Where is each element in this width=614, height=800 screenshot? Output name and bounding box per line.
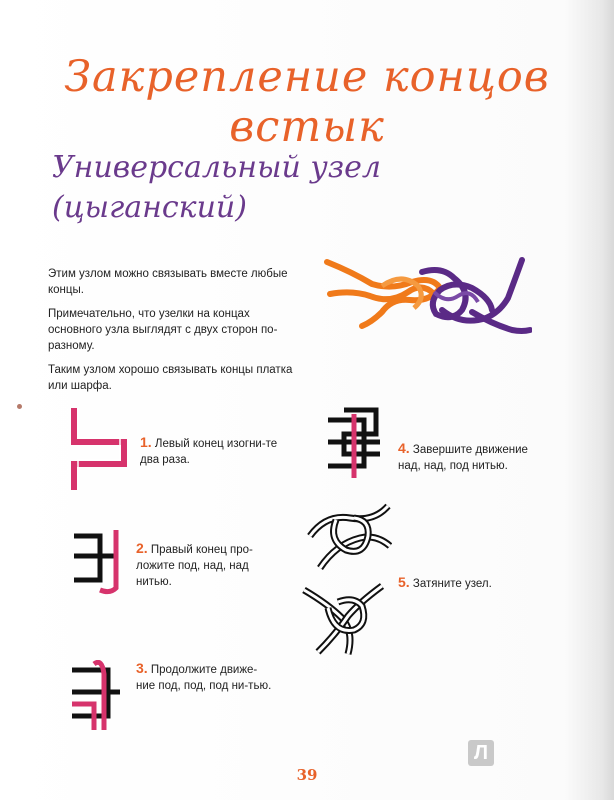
step3-diagram-icon (68, 660, 128, 736)
step-1 (140, 434, 280, 468)
step-1-text: Левый конец изогни-те два раза. (140, 438, 278, 466)
step-5 (398, 574, 548, 592)
section-title-line2: (цыганский) (52, 190, 247, 225)
publisher-logo-icon: Л (468, 740, 494, 766)
step-5-text: Затяните узел. (412, 578, 492, 590)
step4-diagram-icon (324, 406, 386, 482)
step-3 (136, 660, 276, 694)
step-5-number: 5. (398, 574, 410, 590)
step-4-number: 4. (398, 440, 410, 456)
step-2-number: 2. (136, 540, 148, 556)
page-title: Закрепление концов встык (64, 52, 550, 152)
step-3-number: 3. (136, 660, 148, 676)
step1-diagram-icon (66, 404, 136, 494)
step-2-text: Правый конец про-ложите под, над, над нитью. (136, 544, 253, 588)
knot-top-icon (306, 500, 392, 572)
intro-paragraph-3: Таким узлом хорошо связывать концы платка или шарфа. (48, 364, 293, 392)
intro-paragraph-1: Этим узлом можно связывать вместе любые концы. (48, 268, 288, 296)
section-title-line1: Универсальный узел (52, 150, 381, 185)
step-3-text: Продолжите движе-ние под, под, под ни-тью. (136, 664, 272, 692)
step-4-text: Завершите движение над, над, под нитью. (398, 444, 528, 472)
page-mark (17, 404, 22, 409)
knot-bottom-icon (298, 578, 388, 658)
section-title (52, 148, 382, 228)
page-number: 39 (296, 766, 318, 784)
step-2 (136, 540, 276, 590)
step-1-number: 1. (140, 434, 152, 450)
intro-paragraph-2: Примечательно, что узелки на концах основного узла выглядят с двух сторон по-разному. (48, 308, 278, 352)
step-4 (398, 440, 548, 474)
cord-photo-icon (322, 252, 532, 336)
step2-diagram-icon (70, 526, 130, 596)
